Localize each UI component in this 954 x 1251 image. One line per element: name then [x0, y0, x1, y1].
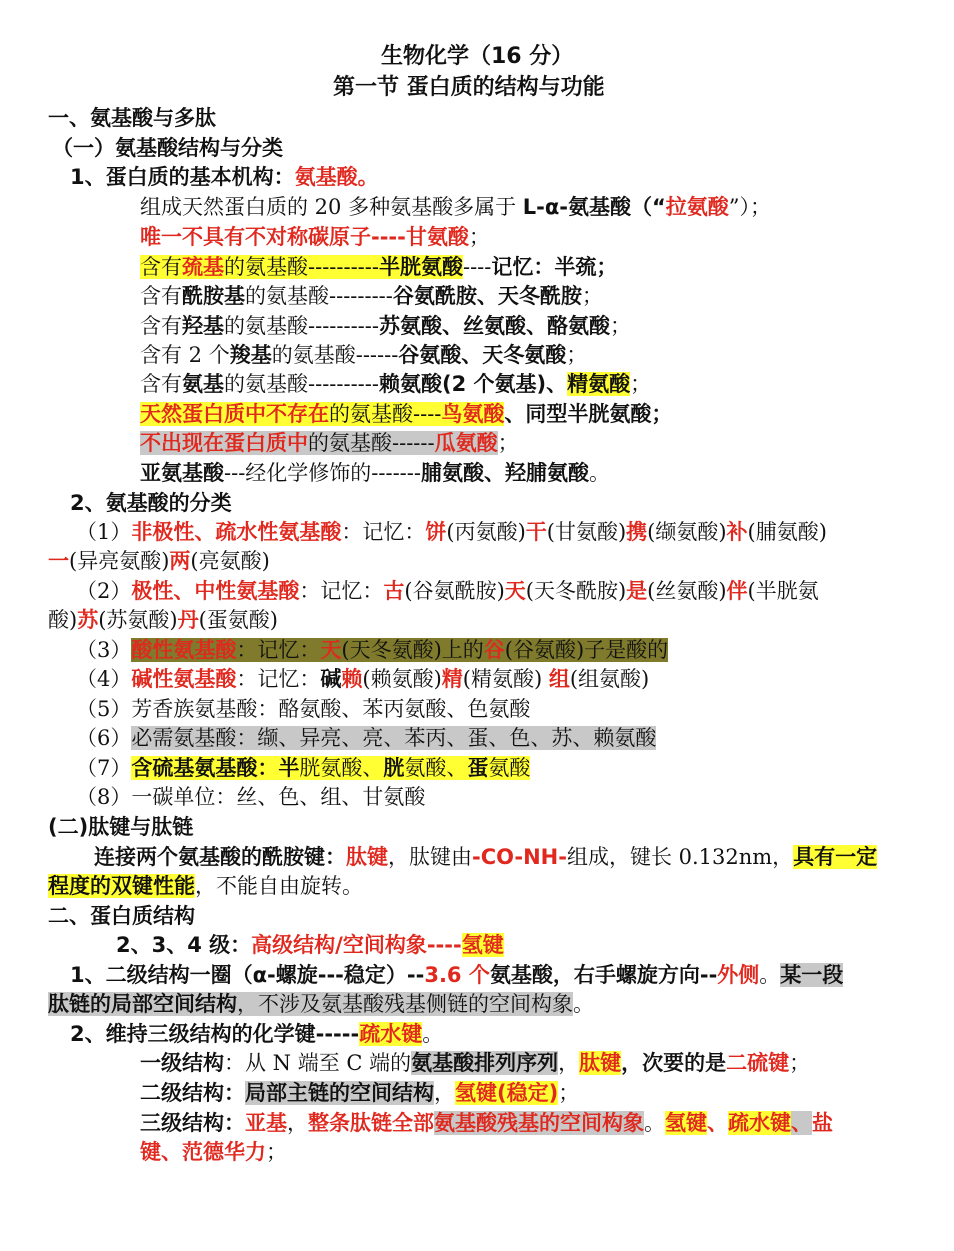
text-bold: 苏氨酸、丝氨酸、酪氨酸 [378, 314, 610, 338]
text-red: 3.6 个 [424, 963, 490, 987]
text: ：从 N 端至 C 端的 [224, 1051, 412, 1075]
highlight-gray [140, 431, 498, 455]
text-bold: 脯氨酸、羟脯氨酸 [420, 461, 589, 485]
line-l-alpha [140, 193, 771, 221]
text-red: 携 [626, 520, 648, 544]
text-bold: 2、3、4 级： [116, 933, 252, 957]
text-bold: 谷氨酰胺、天冬酰胺 [392, 284, 582, 308]
text-red: -CO-NH- [472, 845, 567, 869]
heading-peptide-bond: (二)肽键与肽链 [48, 815, 194, 839]
highlight-gray: 局部主链的空间结构 [245, 1081, 434, 1105]
text-red: 高级结构/空间构象---- [251, 933, 462, 957]
text: （7） [76, 756, 132, 780]
text-run: 胱氨酸、 [299, 756, 384, 780]
text: 含有 [140, 314, 182, 338]
line-secondary-helix [70, 961, 843, 989]
text: 组成，键长 0.132nm， [566, 845, 794, 869]
text-bold: ，次要的是 [621, 1051, 727, 1075]
text-bold: 三级结构： [140, 1111, 245, 1135]
text: ，不能自由旋转。 [195, 874, 363, 898]
text: 。 [422, 1022, 444, 1046]
line-carboxyl [140, 341, 587, 369]
highlight-yellow: 疏水键 [359, 1022, 423, 1046]
text-bold: 连接两个氨基酸的酰胺键： [94, 845, 346, 869]
text-red: 亚基 [245, 1111, 287, 1135]
line-class-6 [76, 724, 656, 752]
text-red: 是 [626, 579, 648, 603]
text-red: 极性、中性氨基酸 [131, 579, 300, 603]
line-class-5: （5）芳香族氨基酸：酪氨酸、苯丙氨酸、色氨酸 [76, 697, 531, 721]
highlight-gray: 某一段 [780, 963, 844, 987]
line-class-2 [76, 577, 819, 605]
text-run: (天冬氨酸)上的 [341, 638, 484, 662]
line-tertiary-bonds [70, 1020, 443, 1048]
text: (赖氨酸) [362, 667, 442, 691]
highlight-yellow: 氢键 [665, 1111, 707, 1135]
text: 含有 [140, 284, 182, 308]
highlight-gray: 氨基酸残基的空间构象 [434, 1111, 644, 1135]
text-red: 伴 [726, 579, 748, 603]
highlight-yellow: 氢键 [461, 933, 504, 957]
text-bold: 碱 [320, 667, 342, 691]
text-bold: 1、二级结构一圈（α-螺旋---稳定）-- [70, 963, 425, 987]
text-run: 氨酸、 [404, 756, 468, 780]
highlight-yellow: 氢键(稳定) [455, 1081, 559, 1105]
line-class-1 [76, 518, 827, 546]
text: ：记忆： [236, 667, 321, 691]
text: （6） [76, 726, 132, 750]
text-bold: 羧基 [229, 343, 272, 367]
text-red: 天 [504, 579, 526, 603]
heading-protein-structure: 二、蛋白质结构 [48, 904, 195, 928]
text: (甘氨酸) [546, 520, 627, 544]
text-bold: 、同型半胱氨酸； [504, 402, 673, 426]
highlight-gray: 氨基酸排列序列 [411, 1051, 559, 1075]
text-run: 胱 [383, 756, 405, 780]
highlight-yellow: 疏水键 [728, 1111, 791, 1135]
text: ； [566, 343, 588, 367]
text: (半胱氨 [747, 579, 819, 603]
text-bold: 一级结构 [140, 1051, 224, 1075]
text-run: 的氨基酸---------- [224, 255, 379, 279]
text: ”）； [728, 195, 772, 219]
text-run: 天 [320, 638, 342, 662]
text-run: 谷 [483, 638, 505, 662]
text: ， [434, 1081, 455, 1105]
text-red: 拉氨酸 [665, 195, 729, 219]
text: ； [266, 1140, 287, 1164]
text: (谷氨酰胺) [404, 579, 505, 603]
line-secondary-helix-cont [48, 990, 594, 1018]
text-bold: L-α-氨基酸（“ [522, 195, 666, 219]
text: (亮氨酸) [190, 549, 270, 573]
heading-amino-acids-peptides: 一、氨基酸与多肽 [48, 106, 216, 130]
highlight-yellow: 肽键 [579, 1051, 622, 1075]
highlight-yellow: 具有一定 [793, 845, 878, 869]
text-red: 氨基酸。 [294, 165, 379, 189]
text: ---经化学修饰的------- [224, 461, 421, 485]
text: ：记忆： [341, 520, 426, 544]
text-run: 蛋 [467, 756, 489, 780]
text-red: 肽键 [346, 845, 388, 869]
text: ； [558, 1081, 580, 1105]
text-red: 外侧 [717, 963, 760, 987]
line-tertiary-structure-cont [140, 1138, 287, 1166]
text-run: ，不涉及氨基酸残基侧链的空间构象 [237, 992, 573, 1016]
text-bold: 羟基 [182, 314, 224, 338]
line-sulfhydryl [140, 253, 617, 281]
text-red: 键、范德华力 [140, 1140, 266, 1164]
text-red: 两 [169, 549, 191, 573]
section-title: 第一节 蛋白质的结构与功能 [333, 75, 605, 100]
line-hydroxyl [140, 312, 631, 340]
text-run: ：记忆： [236, 638, 321, 662]
text: ； [609, 314, 631, 338]
line-citrulline [140, 429, 519, 457]
highlight-yellow [140, 255, 463, 279]
text-red: 干 [525, 520, 547, 544]
text: （4） [76, 667, 132, 691]
text: ； [789, 1051, 811, 1075]
text: 。 [644, 1111, 665, 1135]
text: (脯氨酸) [747, 520, 827, 544]
line-class-1-cont [48, 547, 270, 575]
text-run: 含硫基氨基酸：半 [131, 756, 300, 780]
line-tertiary-structure [140, 1109, 833, 1137]
text-run: 的氨基酸---- [329, 402, 442, 426]
text: (苏氨酸) [98, 608, 178, 632]
highlight-yellow: 程度的双键性能 [48, 874, 195, 898]
line-higher-structure [116, 931, 504, 959]
text: (组氨酸) [569, 667, 650, 691]
text: 组成天然蛋白质的 20 多种氨基酸多属于 [140, 195, 523, 219]
text-run: 巯基 [182, 255, 224, 279]
text: (丝氨酸) [647, 579, 727, 603]
text: ； [497, 431, 519, 455]
text-red: 非极性、疏水性氨基酸 [131, 520, 342, 544]
text-red: 二硫键 [726, 1051, 790, 1075]
highlight-yellow [140, 402, 504, 426]
text-run: 肽链的局部空间结构 [48, 992, 237, 1016]
text-run: 含有 [140, 255, 182, 279]
text: (蛋氨酸) [198, 608, 278, 632]
text-run: 不出现在蛋白质中 [140, 431, 308, 455]
text-red: 补 [726, 520, 748, 544]
line-amide [140, 282, 603, 310]
text: （2） [76, 579, 132, 603]
heading-amino-acid-structure: （一）氨基酸结构与分类 [52, 136, 283, 160]
text-red: 唯一不具有不对称碳原子----甘氨酸 [140, 225, 469, 249]
text: (精氨酸) [462, 667, 549, 691]
text: 。 [573, 992, 594, 1016]
text: ：记忆： [299, 579, 384, 603]
text-bold: 亚氨基酸 [140, 461, 224, 485]
text: 酸) [48, 608, 78, 632]
text-run: 天然蛋白质中不存在 [140, 402, 329, 426]
line-class-4 [76, 665, 649, 693]
text-run: 的氨基酸------ [308, 431, 435, 455]
text: (异亮氨酸) [69, 549, 170, 573]
line-peptide-bond [94, 843, 877, 871]
text: ， [558, 1051, 580, 1075]
text: （1） [76, 520, 132, 544]
line-class-7 [76, 754, 530, 782]
text: ， [287, 1111, 308, 1135]
text: 的氨基酸--------- [245, 284, 393, 308]
text-bold: 酰胺基 [182, 284, 245, 308]
text: （3） [76, 638, 132, 662]
text-red: 组 [548, 667, 570, 691]
text: 。 [588, 461, 610, 485]
text: 1、蛋白质的基本机构： [70, 165, 295, 189]
text: ---- [462, 255, 492, 279]
text-run: 瓜氨酸 [434, 431, 498, 455]
text-bold: 氨基 [182, 372, 224, 396]
document-title: 生物化学（16 分） [381, 44, 574, 69]
highlight-yellow: 精氨酸 [567, 372, 631, 396]
text-red: 、 [707, 1111, 728, 1135]
text: ； [630, 372, 652, 396]
text-red: 赖 [341, 667, 363, 691]
line-class-2-cont [48, 606, 278, 634]
text: ； [468, 225, 490, 249]
text-red: 整条肽链全部 [308, 1111, 434, 1135]
highlight-gray: 、 [791, 1111, 812, 1135]
text-red: 古 [383, 579, 405, 603]
line-secondary-structure [140, 1079, 579, 1107]
text: (缬氨酸) [647, 520, 727, 544]
text: ，肽键由 [388, 845, 472, 869]
text-red: 饼 [425, 520, 447, 544]
line-peptide-bond-cont [48, 872, 363, 900]
text-run: 氨酸 [488, 756, 531, 780]
text: 的氨基酸------ [271, 343, 399, 367]
text-bold: 赖氨酸(2 个氨基)、 [378, 372, 568, 396]
text-red: 精 [441, 667, 463, 691]
text: 的氨基酸---------- [224, 314, 379, 338]
text-red: 盐 [812, 1111, 833, 1135]
text: ； [581, 284, 603, 308]
text-run: 半胱氨酸 [378, 255, 463, 279]
highlight-olive [131, 638, 668, 662]
line-class-8: （8）一碳单位：丝、色、组、甘氨酸 [76, 785, 426, 809]
text: 含有 2 个 [140, 343, 230, 367]
text: (天冬酰胺) [525, 579, 627, 603]
text-bold: 记忆：半巯； [491, 255, 618, 279]
heading-classification: 2、氨基酸的分类 [70, 491, 232, 515]
text-run: 酸性氨基酸 [131, 638, 237, 662]
line-amino-group [140, 370, 651, 398]
text-bold: 谷氨酸、天冬氨酸 [398, 343, 567, 367]
line-glycine [140, 223, 490, 251]
text-red: 碱性氨基酸 [131, 667, 237, 691]
text-bold: 二级结构： [140, 1081, 245, 1105]
text-bold: 2、维持三级结构的化学键----- [70, 1022, 360, 1046]
text: (丙氨酸) [446, 520, 526, 544]
text-red: 一 [48, 549, 69, 573]
text: 。 [759, 963, 781, 987]
text: 的氨基酸---------- [224, 372, 379, 396]
line-basic-unit [70, 163, 379, 191]
line-ornithine [140, 400, 672, 428]
line-class-3 [76, 636, 668, 664]
line-primary-structure [140, 1049, 810, 1077]
highlight-gray [48, 992, 573, 1016]
text-red: 丹 [177, 608, 199, 632]
text-bold: 氨基酸，右手螺旋方向-- [489, 963, 718, 987]
line-imino-acid [140, 459, 610, 487]
text-run: 鸟氨酸 [441, 402, 505, 426]
highlight-yellow [131, 756, 530, 780]
text-red: 苏 [77, 608, 99, 632]
text-run: (谷氨酸)子是酸的 [504, 638, 669, 662]
highlight-gray: 必需氨基酸：缬、异亮、亮、苯丙、蛋、色、苏、赖氨酸 [131, 726, 657, 750]
text: 含有 [140, 372, 182, 396]
